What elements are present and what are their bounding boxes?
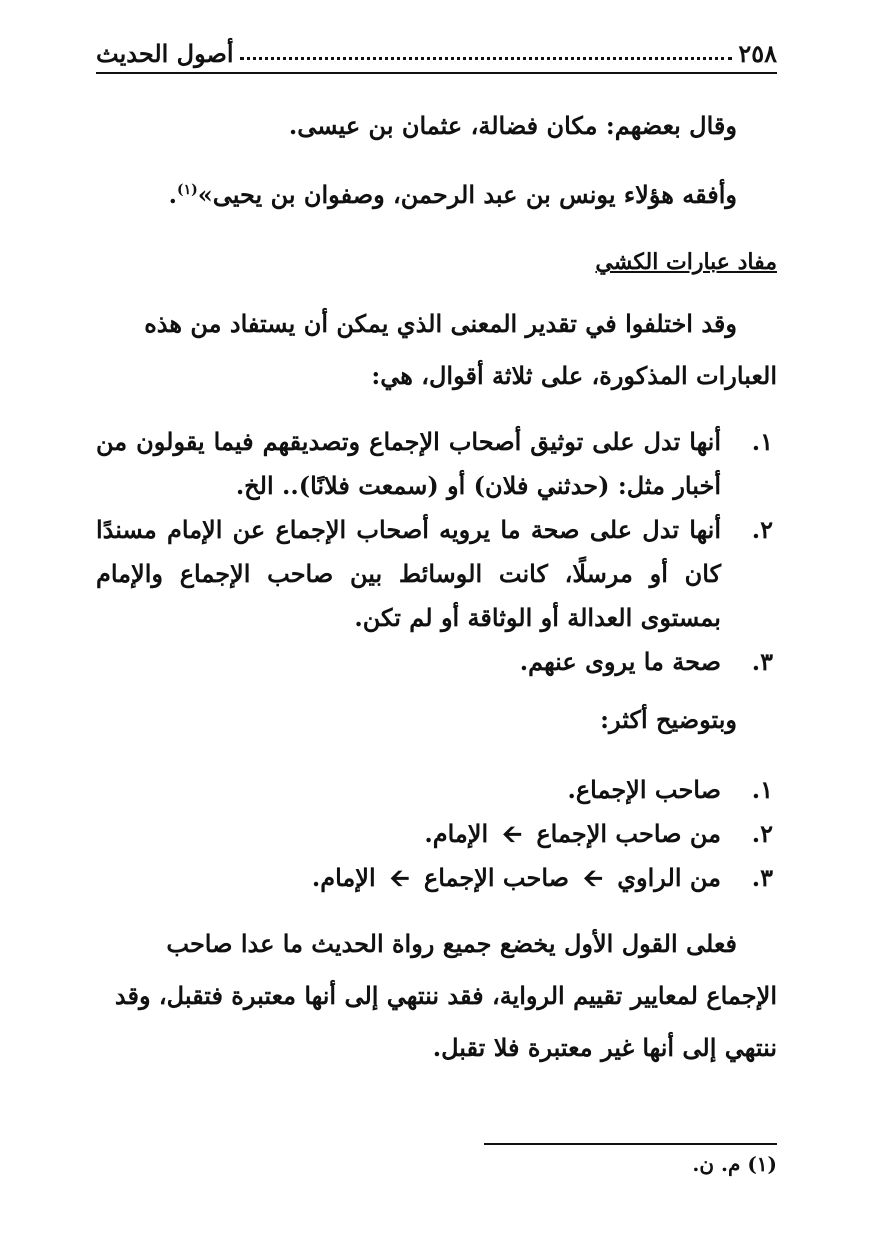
footnote-rule [484,1143,777,1145]
list-number: ٣. [751,863,773,892]
list-item [96,420,777,508]
closing-paragraph: فعلى القول الأول يخضع جميع رواة الحديث ما عدا صاحب الإجماع لمعايير تقييم الرواية، فقد ننتهي إلى أنها معتبرة فتقبل، وقد ننتهي إلى أنها غير معتبرة فلا تقبل. [114,929,777,1062]
quote-line-1: وقال بعضهم: مكان فضالة، عثمان بن عيسى. [288,111,737,140]
footnote: (١) م. ن. [692,1152,777,1176]
list-number: ٢. [751,819,773,848]
list-text: صاحب الإجماع. [567,775,721,804]
quote-line-2-text: وأفقه هؤلاء يونس بن عبد الرحمن، وصفوان بن يحيى» [197,180,737,209]
list-item [96,640,777,684]
chain-part: الإمام. [424,819,489,848]
arrow-left-icon: 🡨 [502,819,522,848]
book-title: أصول الحديث [96,39,234,68]
opinions-list [96,420,777,684]
chain-part: من الراوي [617,863,721,892]
dot-leader [240,57,733,60]
quote-line-2-end: . [168,180,178,209]
clarify-list [96,768,777,900]
intro-paragraph: وقد اختلفوا في تقدير المعنى الذي يمكن أن يستفاد من هذه العبارات المذكورة، على ثلاثة أقوال، هي: [144,309,777,390]
chain-part: صاحب الإجماع [423,863,570,892]
list-number: ١. [751,775,773,804]
list-item [96,812,777,856]
running-header [96,38,777,74]
quote-line-2 [96,164,777,221]
arrow-left-icon: 🡨 [390,863,410,892]
list-item [96,856,777,900]
list-item [96,768,777,812]
footnote-ref: (١) [177,182,198,198]
list-item [96,508,777,640]
list-text: صحة ما يروى عنهم. [519,647,721,676]
section-heading: مفاد عبارات الكشي [595,249,777,275]
clarify-intro: وبتوضيح أكثر: [600,705,737,734]
chain-part: الإمام. [311,863,376,892]
list-text [96,856,721,900]
list-number: ٢. [751,515,773,544]
list-number: ٣. [751,647,773,676]
list-text: أنها تدل على توثيق أصحاب الإجماع وتصديقهم فيما يقولون من أخبار مثل: (حدثني فلان) أو (سمعت فلانًا).. الخ. [96,427,721,500]
list-number: ١. [751,427,773,456]
arrow-left-icon: 🡨 [583,863,603,892]
list-text: أنها تدل على صحة ما يرويه أصحاب الإجماع عن الإمام مسندًا كان أو مرسلًا، كانت الوسائط بين صاحب الإجماع والإمام بمستوى العدالة أو الوثاقة أو لم تكن. [96,515,721,632]
list-text [96,812,721,856]
chain-part: من صاحب الإجماع [536,819,721,848]
page-number: ٢٥٨ [738,39,777,68]
